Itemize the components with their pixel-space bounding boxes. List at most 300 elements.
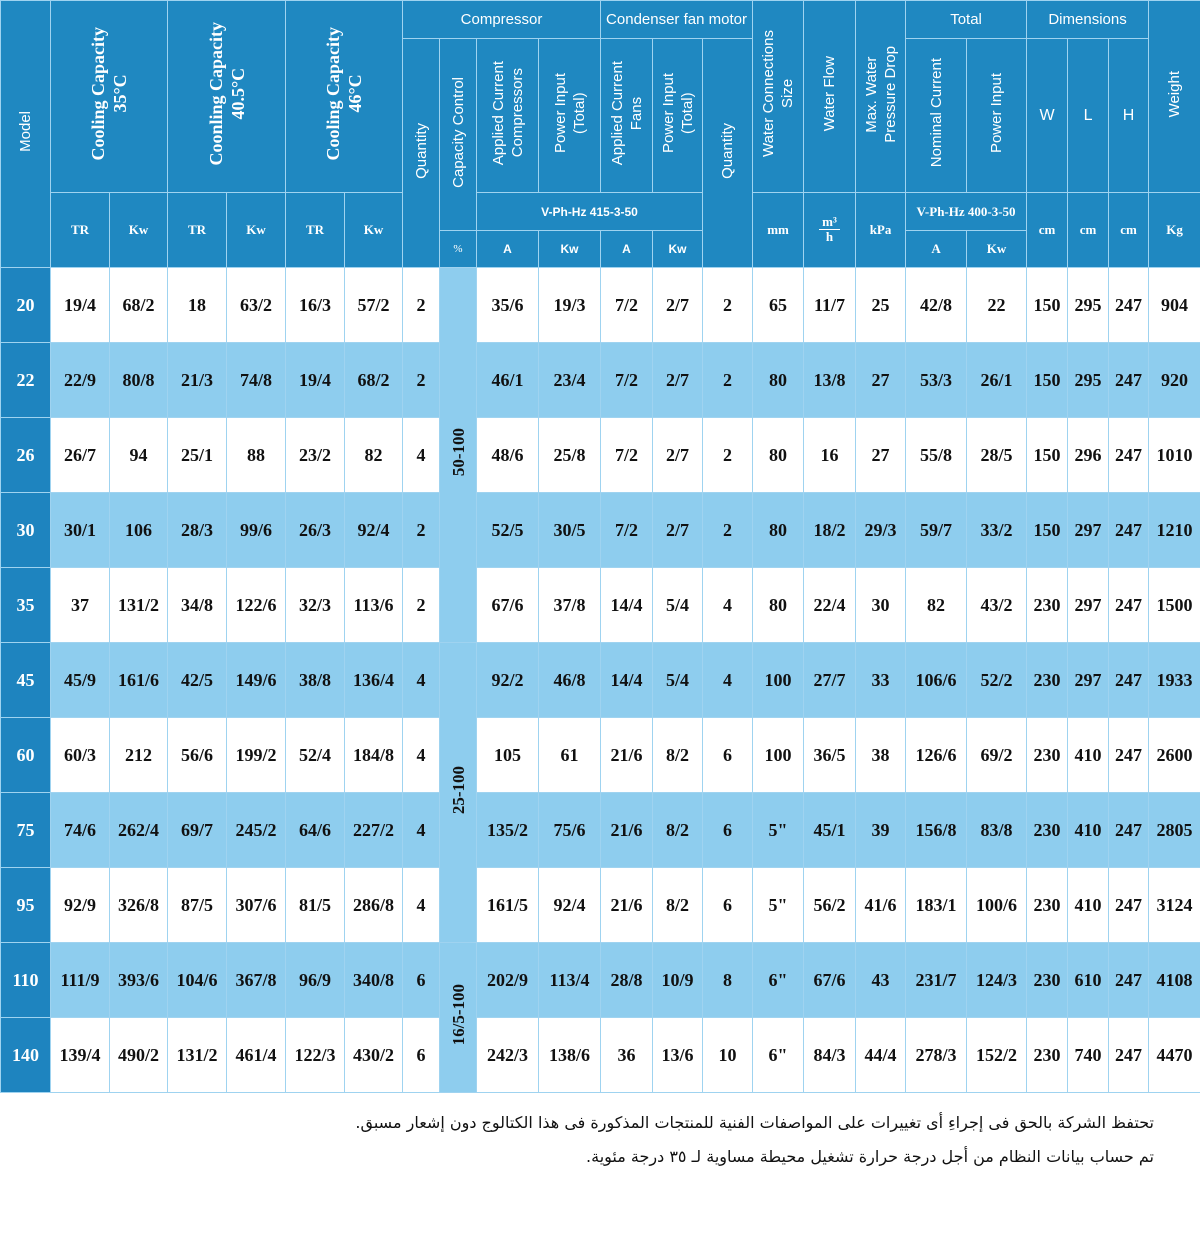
pressure-drop-cell: 33	[856, 643, 906, 718]
water-flow-cell: 45/1	[804, 793, 856, 868]
weight-cell: 920	[1149, 343, 1200, 418]
header-fan-power-input: Power Input (Total)	[653, 39, 703, 193]
width-cell: 230	[1027, 1018, 1068, 1093]
fan-current-cell: 36	[601, 1018, 653, 1093]
table-row	[1, 268, 1200, 343]
compressor-power-cell: 113/4	[539, 943, 601, 1018]
water-flow-cell: 36/5	[804, 718, 856, 793]
model-cell: 60	[1, 718, 51, 793]
header-fan-quantity: Quantity	[703, 39, 753, 268]
water-flow-cell: 13/8	[804, 343, 856, 418]
fan-power-cell: 5/4	[653, 643, 703, 718]
weight-cell: 1500	[1149, 568, 1200, 643]
tr-40-5-cell: 21/3	[168, 343, 227, 418]
tr-46-cell: 122/3	[286, 1018, 345, 1093]
table-row	[1, 568, 1200, 643]
kw-46-cell: 113/6	[345, 568, 403, 643]
compressor-quantity-cell: 4	[403, 868, 440, 943]
fan-current-cell: 7/2	[601, 418, 653, 493]
weight-cell: 1933	[1149, 643, 1200, 718]
fan-quantity-cell: 4	[703, 568, 753, 643]
length-cell: 610	[1068, 943, 1109, 1018]
kw-40-5-cell: 99/6	[227, 493, 286, 568]
model-cell: 110	[1, 943, 51, 1018]
header-height: H	[1109, 39, 1149, 193]
water-connection-size-cell: 80	[753, 568, 804, 643]
header-cooling-capacity-35: Cooling Capacity 35°C	[51, 1, 168, 193]
kw-35-cell: 68/2	[110, 268, 168, 343]
unit-kpa: kPa	[856, 193, 906, 268]
total-power-cell: 22	[967, 268, 1027, 343]
header-model: Model	[1, 1, 51, 268]
table-row	[1, 868, 1200, 943]
weight-cell: 4470	[1149, 1018, 1200, 1093]
tr-46-cell: 64/6	[286, 793, 345, 868]
total-current-cell: 156/8	[906, 793, 967, 868]
kw-40-5-cell: 367/8	[227, 943, 286, 1018]
footer-notes	[355, 1106, 1154, 1174]
height-cell: 247	[1109, 343, 1149, 418]
total-current-cell: 183/1	[906, 868, 967, 943]
total-current-cell: 82	[906, 568, 967, 643]
fan-quantity-cell: 6	[703, 868, 753, 943]
height-cell: 247	[1109, 868, 1149, 943]
tr-46-cell: 32/3	[286, 568, 345, 643]
total-current-cell: 59/7	[906, 493, 967, 568]
fan-power-cell: 2/7	[653, 268, 703, 343]
kw-40-5-cell: 122/6	[227, 568, 286, 643]
kw-40-5-cell: 63/2	[227, 268, 286, 343]
pressure-drop-cell: 44/4	[856, 1018, 906, 1093]
kw-46-cell: 227/2	[345, 793, 403, 868]
unit-tr: TR	[51, 193, 110, 268]
tr-40-5-cell: 56/6	[168, 718, 227, 793]
compressor-power-cell: 138/6	[539, 1018, 601, 1093]
table-row	[1, 643, 1200, 718]
header-capacity-control: Capacity Control	[440, 39, 477, 231]
kw-40-5-cell: 88	[227, 418, 286, 493]
fan-quantity-cell: 6	[703, 718, 753, 793]
fan-quantity-cell: 4	[703, 643, 753, 718]
total-power-cell: 33/2	[967, 493, 1027, 568]
compressor-quantity-cell: 4	[403, 418, 440, 493]
total-current-cell: 53/3	[906, 343, 967, 418]
model-cell: 30	[1, 493, 51, 568]
header-length: L	[1068, 39, 1109, 193]
unit-kw: Kw	[653, 231, 703, 268]
tr-40-5-cell: 131/2	[168, 1018, 227, 1093]
unit-voltage-415: V-Ph-Hz 415-3-50	[477, 193, 703, 231]
tr-46-cell: 81/5	[286, 868, 345, 943]
capacity-control-cell	[440, 268, 477, 643]
compressor-power-cell: 92/4	[539, 868, 601, 943]
pressure-drop-cell: 43	[856, 943, 906, 1018]
kw-35-cell: 80/8	[110, 343, 168, 418]
tr-35-cell: 139/4	[51, 1018, 110, 1093]
water-flow-cell: 18/2	[804, 493, 856, 568]
width-cell: 230	[1027, 718, 1068, 793]
weight-cell: 904	[1149, 268, 1200, 343]
compressor-quantity-cell: 2	[403, 268, 440, 343]
tr-35-cell: 26/7	[51, 418, 110, 493]
fan-power-cell: 8/2	[653, 793, 703, 868]
total-power-cell: 69/2	[967, 718, 1027, 793]
tr-46-cell: 19/4	[286, 343, 345, 418]
weight-cell: 2805	[1149, 793, 1200, 868]
total-power-cell: 28/5	[967, 418, 1027, 493]
water-flow-cell: 27/7	[804, 643, 856, 718]
tr-40-5-cell: 25/1	[168, 418, 227, 493]
kw-35-cell: 161/6	[110, 643, 168, 718]
header-water-connections: Water Connections Size	[753, 1, 804, 193]
model-cell: 22	[1, 343, 51, 418]
tr-40-5-cell: 18	[168, 268, 227, 343]
header-condenser-fan-motor: Condenser fan motor	[601, 1, 753, 39]
compressor-current-cell: 48/6	[477, 418, 539, 493]
width-cell: 230	[1027, 868, 1068, 943]
compressor-power-cell: 61	[539, 718, 601, 793]
compressor-current-cell: 92/2	[477, 643, 539, 718]
total-power-cell: 52/2	[967, 643, 1027, 718]
length-cell: 296	[1068, 418, 1109, 493]
unit-tr: TR	[168, 193, 227, 268]
header-total-power-input: Power Input	[967, 39, 1027, 193]
unit-mm: mm	[753, 193, 804, 268]
header-cooling-capacity-46: Cooling Capacity 46°C	[286, 1, 403, 193]
fan-quantity-cell: 10	[703, 1018, 753, 1093]
width-cell: 150	[1027, 493, 1068, 568]
water-connection-size-cell: 5"	[753, 868, 804, 943]
kw-35-cell: 490/2	[110, 1018, 168, 1093]
tr-40-5-cell: 69/7	[168, 793, 227, 868]
length-cell: 297	[1068, 643, 1109, 718]
header-nominal-current: Nominal Current	[906, 39, 967, 193]
water-connection-size-cell: 80	[753, 343, 804, 418]
water-connection-size-cell: 100	[753, 718, 804, 793]
kw-35-cell: 131/2	[110, 568, 168, 643]
width-cell: 150	[1027, 343, 1068, 418]
height-cell: 247	[1109, 793, 1149, 868]
water-flow-cell: 16	[804, 418, 856, 493]
kw-40-5-cell: 149/6	[227, 643, 286, 718]
unit-cm: cm	[1068, 193, 1109, 268]
fan-current-cell: 21/6	[601, 793, 653, 868]
fan-quantity-cell: 2	[703, 493, 753, 568]
length-cell: 410	[1068, 868, 1109, 943]
tr-35-cell: 19/4	[51, 268, 110, 343]
water-connection-size-cell: 6"	[753, 943, 804, 1018]
kw-46-cell: 430/2	[345, 1018, 403, 1093]
unit-a: A	[601, 231, 653, 268]
fan-power-cell: 10/9	[653, 943, 703, 1018]
water-connection-size-cell: 65	[753, 268, 804, 343]
unit-kw: Kw	[110, 193, 168, 268]
tr-35-cell: 74/6	[51, 793, 110, 868]
width-cell: 150	[1027, 418, 1068, 493]
compressor-current-cell: 35/6	[477, 268, 539, 343]
height-cell: 247	[1109, 1018, 1149, 1093]
table-row	[1, 793, 1200, 868]
kw-46-cell: 68/2	[345, 343, 403, 418]
pressure-drop-cell: 30	[856, 568, 906, 643]
total-current-cell: 55/8	[906, 418, 967, 493]
kw-35-cell: 212	[110, 718, 168, 793]
height-cell: 247	[1109, 718, 1149, 793]
tr-35-cell: 22/9	[51, 343, 110, 418]
kw-35-cell: 262/4	[110, 793, 168, 868]
tr-46-cell: 52/4	[286, 718, 345, 793]
compressor-current-cell: 46/1	[477, 343, 539, 418]
kw-40-5-cell: 461/4	[227, 1018, 286, 1093]
kw-46-cell: 136/4	[345, 643, 403, 718]
kw-46-cell: 340/8	[345, 943, 403, 1018]
length-cell: 740	[1068, 1018, 1109, 1093]
total-current-cell: 278/3	[906, 1018, 967, 1093]
table-row	[1, 418, 1200, 493]
kw-35-cell: 393/6	[110, 943, 168, 1018]
header-compressor-power-input: Power Input (Total)	[539, 39, 601, 193]
kw-40-5-cell: 245/2	[227, 793, 286, 868]
compressor-quantity-cell: 2	[403, 493, 440, 568]
fan-quantity-cell: 2	[703, 343, 753, 418]
model-cell: 140	[1, 1018, 51, 1093]
compressor-current-cell: 202/9	[477, 943, 539, 1018]
water-flow-cell: 22/4	[804, 568, 856, 643]
fan-quantity-cell: 6	[703, 793, 753, 868]
water-connection-size-cell: 80	[753, 493, 804, 568]
fan-current-cell: 7/2	[601, 268, 653, 343]
total-power-cell: 83/8	[967, 793, 1027, 868]
width-cell: 230	[1027, 793, 1068, 868]
fan-current-cell: 21/6	[601, 718, 653, 793]
height-cell: 247	[1109, 418, 1149, 493]
kw-46-cell: 92/4	[345, 493, 403, 568]
width-cell: 230	[1027, 643, 1068, 718]
width-cell: 150	[1027, 268, 1068, 343]
pressure-drop-cell: 29/3	[856, 493, 906, 568]
kw-35-cell: 94	[110, 418, 168, 493]
tr-40-5-cell: 87/5	[168, 868, 227, 943]
compressor-power-cell: 23/4	[539, 343, 601, 418]
table-body	[1, 268, 1200, 1093]
header-compressor: Compressor	[403, 1, 601, 39]
fan-current-cell: 7/2	[601, 493, 653, 568]
total-current-cell: 231/7	[906, 943, 967, 1018]
width-cell: 230	[1027, 568, 1068, 643]
water-flow-cell: 11/7	[804, 268, 856, 343]
water-connection-size-cell: 80	[753, 418, 804, 493]
capacity-control-cell	[440, 643, 477, 943]
height-cell: 247	[1109, 643, 1149, 718]
kw-40-5-cell: 199/2	[227, 718, 286, 793]
length-cell: 297	[1068, 568, 1109, 643]
header-pressure-drop: Max. Water Pressure Drop	[856, 1, 906, 193]
total-power-cell: 152/2	[967, 1018, 1027, 1093]
table-row	[1, 343, 1200, 418]
water-flow-cell: 67/6	[804, 943, 856, 1018]
fan-power-cell: 5/4	[653, 568, 703, 643]
unit-kw: Kw	[345, 193, 403, 268]
fan-current-cell: 14/4	[601, 643, 653, 718]
header-applied-current-fans: Applied Current Fans	[601, 39, 653, 193]
header-cooling-capacity-40-5: Coonling Capacity 40.5°C	[168, 1, 286, 193]
water-connection-size-cell: 6"	[753, 1018, 804, 1093]
fan-current-cell: 7/2	[601, 343, 653, 418]
table-row	[1, 943, 1200, 1018]
fan-power-cell: 8/2	[653, 718, 703, 793]
model-cell: 75	[1, 793, 51, 868]
total-power-cell: 26/1	[967, 343, 1027, 418]
capacity-control-value: 16/5-100	[448, 984, 468, 1046]
height-cell: 247	[1109, 568, 1149, 643]
unit-cm: cm	[1109, 193, 1149, 268]
water-connection-size-cell: 5"	[753, 793, 804, 868]
header-width: W	[1027, 39, 1068, 193]
model-cell: 26	[1, 418, 51, 493]
compressor-quantity-cell: 4	[403, 793, 440, 868]
length-cell: 297	[1068, 493, 1109, 568]
compressor-quantity-cell: 4	[403, 643, 440, 718]
compressor-quantity-cell: 6	[403, 1018, 440, 1093]
weight-cell: 1010	[1149, 418, 1200, 493]
weight-cell: 1210	[1149, 493, 1200, 568]
tr-35-cell: 37	[51, 568, 110, 643]
table-row	[1, 493, 1200, 568]
tr-35-cell: 45/9	[51, 643, 110, 718]
pressure-drop-cell: 38	[856, 718, 906, 793]
pressure-drop-cell: 39	[856, 793, 906, 868]
header-applied-current-compressors: Applied Current Compressors	[477, 39, 539, 193]
kw-46-cell: 286/8	[345, 868, 403, 943]
kw-35-cell: 326/8	[110, 868, 168, 943]
pressure-drop-cell: 27	[856, 343, 906, 418]
table-row	[1, 718, 1200, 793]
width-cell: 230	[1027, 943, 1068, 1018]
capacity-control-value: 25-100	[448, 765, 468, 815]
fan-quantity-cell: 2	[703, 418, 753, 493]
footer-note-2: تم حساب بيانات النظام من أجل درجة حرارة تشغيل محيطة مساوية لـ ٣٥ درجة مئوية.	[586, 1147, 1154, 1166]
compressor-power-cell: 19/3	[539, 268, 601, 343]
compressor-current-cell: 161/5	[477, 868, 539, 943]
header-water-flow: Water Flow	[804, 1, 856, 193]
water-connection-size-cell: 100	[753, 643, 804, 718]
unit-kg: Kg	[1149, 193, 1200, 268]
compressor-quantity-cell: 2	[403, 568, 440, 643]
header-weight: Weight	[1149, 1, 1200, 193]
kw-46-cell: 82	[345, 418, 403, 493]
water-flow-cell: 56/2	[804, 868, 856, 943]
compressor-quantity-cell: 4	[403, 718, 440, 793]
compressor-current-cell: 135/2	[477, 793, 539, 868]
fan-power-cell: 13/6	[653, 1018, 703, 1093]
compressor-current-cell: 67/6	[477, 568, 539, 643]
weight-cell: 2600	[1149, 718, 1200, 793]
kw-46-cell: 184/8	[345, 718, 403, 793]
tr-35-cell: 30/1	[51, 493, 110, 568]
length-cell: 410	[1068, 718, 1109, 793]
unit-percent: %	[440, 231, 477, 268]
total-power-cell: 124/3	[967, 943, 1027, 1018]
tr-46-cell: 96/9	[286, 943, 345, 1018]
unit-kw: Kw	[539, 231, 601, 268]
total-current-cell: 126/6	[906, 718, 967, 793]
tr-46-cell: 26/3	[286, 493, 345, 568]
table-row	[1, 1018, 1200, 1093]
fan-power-cell: 8/2	[653, 868, 703, 943]
tr-46-cell: 38/8	[286, 643, 345, 718]
length-cell: 295	[1068, 268, 1109, 343]
tr-40-5-cell: 104/6	[168, 943, 227, 1018]
unit-kw: Kw	[967, 231, 1027, 268]
compressor-quantity-cell: 2	[403, 343, 440, 418]
tr-40-5-cell: 28/3	[168, 493, 227, 568]
unit-cm: cm	[1027, 193, 1068, 268]
compressor-quantity-cell: 6	[403, 943, 440, 1018]
fan-current-cell: 21/6	[601, 868, 653, 943]
kw-35-cell: 106	[110, 493, 168, 568]
fan-current-cell: 28/8	[601, 943, 653, 1018]
header-compressor-quantity: Quantity	[403, 39, 440, 268]
water-flow-cell: 84/3	[804, 1018, 856, 1093]
tr-35-cell: 111/9	[51, 943, 110, 1018]
tr-35-cell: 92/9	[51, 868, 110, 943]
weight-cell: 4108	[1149, 943, 1200, 1018]
pressure-drop-cell: 27	[856, 418, 906, 493]
unit-m3-per-h: $\frac{\text{m³}}{h}$	[804, 193, 856, 268]
footer-note-1: تحتفظ الشركة بالحق فى إجراءِ أى تغييرات على المواصفات الفنية للمنتجات المذكورة فى هذا الكتالوج دون إشعار مسبق.	[355, 1113, 1154, 1132]
kw-40-5-cell: 307/6	[227, 868, 286, 943]
fan-current-cell: 14/4	[601, 568, 653, 643]
tr-46-cell: 23/2	[286, 418, 345, 493]
unit-voltage-400: V-Ph-Hz 400-3-50	[906, 193, 1027, 231]
pressure-drop-cell: 25	[856, 268, 906, 343]
header-total: Total	[906, 1, 1027, 39]
total-power-cell: 43/2	[967, 568, 1027, 643]
model-cell: 95	[1, 868, 51, 943]
model-cell: 35	[1, 568, 51, 643]
compressor-power-cell: 30/5	[539, 493, 601, 568]
fan-quantity-cell: 2	[703, 268, 753, 343]
fan-power-cell: 2/7	[653, 418, 703, 493]
compressor-current-cell: 52/5	[477, 493, 539, 568]
compressor-power-cell: 25/8	[539, 418, 601, 493]
unit-tr: TR	[286, 193, 345, 268]
capacity-control-cell	[440, 943, 477, 1093]
weight-cell: 3124	[1149, 868, 1200, 943]
capacity-control-value: 50-100	[448, 428, 468, 477]
model-cell: 20	[1, 268, 51, 343]
total-power-cell: 100/6	[967, 868, 1027, 943]
unit-a: A	[477, 231, 539, 268]
height-cell: 247	[1109, 268, 1149, 343]
total-current-cell: 42/8	[906, 268, 967, 343]
tr-46-cell: 16/3	[286, 268, 345, 343]
unit-a: A	[906, 231, 967, 268]
header-dimensions: Dimensions	[1027, 1, 1149, 39]
compressor-current-cell: 105	[477, 718, 539, 793]
kw-40-5-cell: 74/8	[227, 343, 286, 418]
tr-35-cell: 60/3	[51, 718, 110, 793]
compressor-power-cell: 75/6	[539, 793, 601, 868]
kw-46-cell: 57/2	[345, 268, 403, 343]
tr-40-5-cell: 42/5	[168, 643, 227, 718]
fan-quantity-cell: 8	[703, 943, 753, 1018]
compressor-power-cell: 46/8	[539, 643, 601, 718]
pressure-drop-cell: 41/6	[856, 868, 906, 943]
model-cell: 45	[1, 643, 51, 718]
compressor-current-cell: 242/3	[477, 1018, 539, 1093]
unit-kw: Kw	[227, 193, 286, 268]
